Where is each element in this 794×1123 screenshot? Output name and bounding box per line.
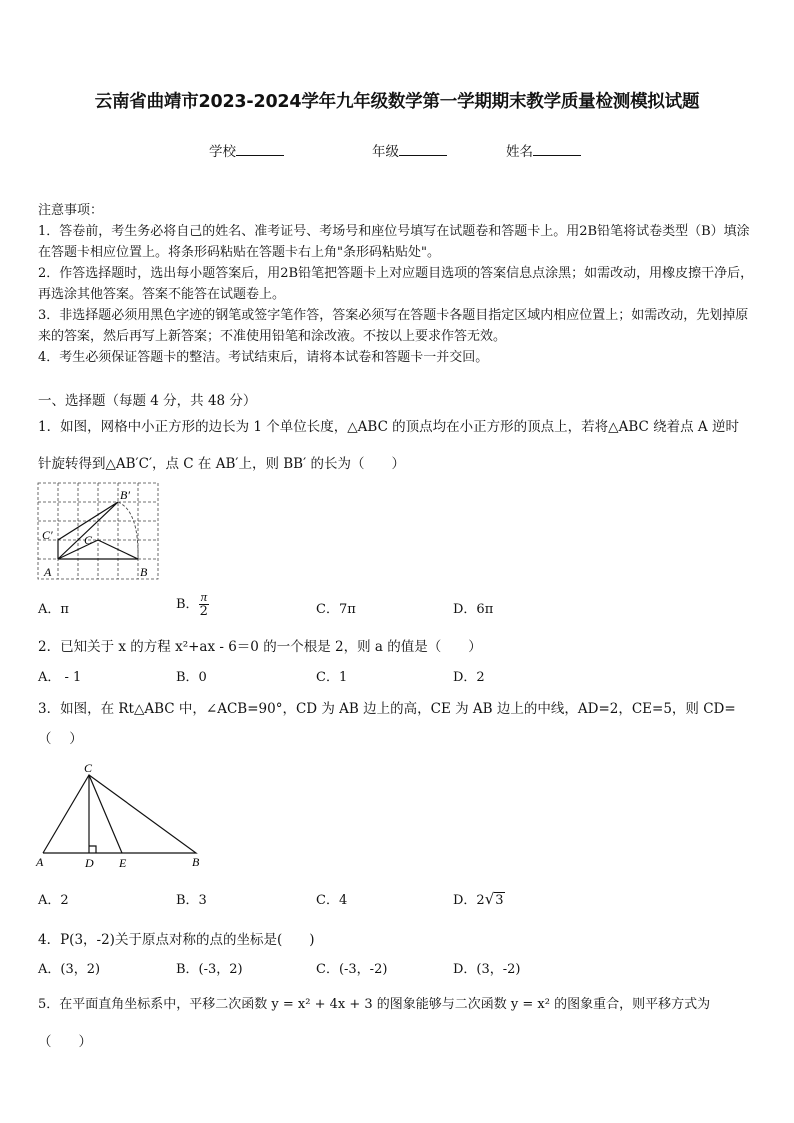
q1-option-d: D．6π bbox=[453, 602, 494, 617]
q1-option-b-den: 2 bbox=[199, 604, 208, 619]
q3-option-b: B．3 bbox=[176, 893, 207, 908]
q3-option-c: C．4 bbox=[316, 893, 348, 908]
q3-label-c: C bbox=[84, 761, 93, 775]
q1-label-b: B bbox=[140, 565, 148, 579]
q2-stem: 2．已知关于 x 的方程 x²+ax - 6＝0 的一个根是 2，则 a 的值是（ ） bbox=[38, 639, 482, 655]
q2-option-c: C．1 bbox=[316, 670, 348, 685]
q1-label-c: C bbox=[84, 533, 93, 547]
q2-option-a: A． - 1 bbox=[38, 670, 82, 685]
school-label: 学校 bbox=[209, 144, 236, 160]
q3-triangle-figure bbox=[34, 760, 210, 872]
q1-stem-line2: 针旋转得到△AB′C′，点 C 在 AB′上，则 BB′ 的长为（ ） bbox=[38, 456, 405, 472]
notice-item-3: 3．非选择题必须用黑色字迹的钢笔或签字笔作答，答案必须写在答题卡各题目指定区域内相应位置上；如需改动，先划掉原来的答案，然后再写上新答案；不准使用铅笔和涂改液。不按以上要求作答无效。 bbox=[38, 308, 749, 344]
q4-option-d: D．(3，-2) bbox=[453, 962, 521, 977]
q3-label-e: E bbox=[119, 856, 127, 870]
q5-stem-line2: （ ） bbox=[38, 1034, 92, 1050]
q3-option-d bbox=[453, 889, 505, 908]
section-heading: 一、选择题（每题 4 分，共 48 分） bbox=[38, 393, 257, 409]
q3-option-d-radicand: 3 bbox=[495, 893, 504, 908]
q5-stem-line1: 5．在平面直角坐标系中，平移二次函数 y = x² + 4x + 3 的图象能够与二次函数 y = x² 的图象重合，则平移方式为 bbox=[38, 997, 711, 1012]
q1-stem-line1: 1．如图，网格中小正方形的边长为 1 个单位长度，△ABC 的顶点均在小正方形的顶点上，若将△ABC 绕着点 A 逆时 bbox=[38, 419, 739, 435]
q1-option-a: A．π bbox=[38, 602, 69, 617]
q1-option-b bbox=[176, 590, 209, 619]
q3-option-a: A．2 bbox=[38, 893, 69, 908]
q3-label-b: B bbox=[192, 855, 200, 869]
notice-block bbox=[38, 200, 758, 368]
q4-stem: 4．P(3，-2)关于原点对称的点的坐标是( ) bbox=[38, 932, 315, 948]
q1-option-b-prefix: B． bbox=[176, 597, 199, 612]
q1-grid-figure bbox=[36, 481, 160, 581]
notice-item-1: 1．答卷前，考生务必将自己的姓名、准考证号、考场号和座位号填写在试题卷和答题卡上。用2B铅笔将试卷类型（B）填涂在答题卡相应位置上。将条形码粘贴在答题卡右上角"条形码粘贴处"。 bbox=[38, 224, 750, 260]
q4-option-b: B．(-3，2) bbox=[176, 962, 243, 977]
q3-stem-line1: 3．如图，在 Rt△ABC 中，∠ACB=90°，CD 为 AB 边上的高，CE 为 AB 边上的中线，AD=2，CE=5，则 CD= bbox=[38, 701, 736, 717]
q1-option-b-num: π bbox=[200, 589, 208, 604]
q3-stem-line2: （ ） bbox=[38, 731, 83, 747]
q4-option-c: C．(-3，-2) bbox=[316, 962, 388, 977]
school-field bbox=[209, 140, 284, 160]
q1-label-bprime: B′ bbox=[120, 488, 130, 502]
page-title: 云南省曲靖市2023-2024学年九年级数学第一学期期末教学质量检测模拟试题 bbox=[94, 92, 700, 112]
q3-label-d: D bbox=[85, 856, 94, 870]
q3-option-d-prefix: D．2 bbox=[453, 893, 485, 908]
q3-label-a: A bbox=[36, 855, 44, 869]
grade-field bbox=[372, 140, 447, 160]
notice-item-2: 2．作答选择题时，选出每小题答案后，用2B铅笔把答题卡上对应题目选项的答案信息点涂黑；如需改动，用橡皮擦干净后，再选涂其他答案。答案不能答在试题卷上。 bbox=[38, 266, 754, 302]
notice-heading: 注意事项： bbox=[38, 203, 104, 218]
q1-label-a: A bbox=[44, 565, 52, 579]
q4-option-a: A．(3，2) bbox=[38, 962, 101, 977]
q1-option-c: C．7π bbox=[316, 602, 356, 617]
notice-item-4: 4．考生必须保证答题卡的整洁。考试结束后，请将本试卷和答题卡一并交回。 bbox=[38, 350, 489, 365]
sqrt-icon: √ bbox=[484, 890, 495, 908]
q2-option-d: D．2 bbox=[453, 670, 485, 685]
grade-label: 年级 bbox=[372, 144, 399, 160]
q1-label-cprime: C′ bbox=[42, 528, 53, 542]
q2-option-b: B．0 bbox=[176, 670, 207, 685]
name-label: 姓名 bbox=[506, 144, 533, 160]
name-field bbox=[506, 140, 581, 160]
